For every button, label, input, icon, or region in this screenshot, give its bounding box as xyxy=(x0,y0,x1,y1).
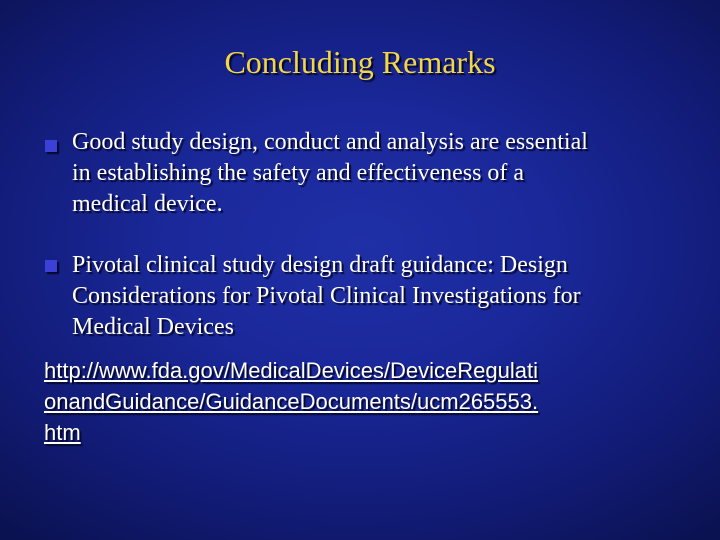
url-line-3: htm xyxy=(44,420,81,445)
bullet-1-line-2: in establishing the safety and effectiveness of a xyxy=(72,160,525,186)
bullet-1-line-3: medical device. xyxy=(72,191,223,217)
bullet-2-line-3: Medical Devices xyxy=(72,314,234,340)
bullet-2-line-1: Pivotal clinical study design draft guidance: Design xyxy=(72,252,568,278)
square-bullet-icon xyxy=(45,260,57,272)
guidance-url-link[interactable] xyxy=(44,355,704,448)
bullet-point-1 xyxy=(72,127,702,220)
slide-title: Concluding Remarks xyxy=(224,44,496,80)
square-bullet-icon xyxy=(45,140,57,152)
bullet-point-2 xyxy=(72,250,702,343)
url-line-2: onandGuidance/GuidanceDocuments/ucm265553. xyxy=(44,389,539,414)
url-line-1: http://www.fda.gov/MedicalDevices/DeviceRegulati xyxy=(44,358,539,383)
bullet-2-line-2: Considerations for Pivotal Clinical Investigations for xyxy=(72,283,581,309)
bullet-1-line-1: Good study design, conduct and analysis are essential xyxy=(72,129,588,155)
